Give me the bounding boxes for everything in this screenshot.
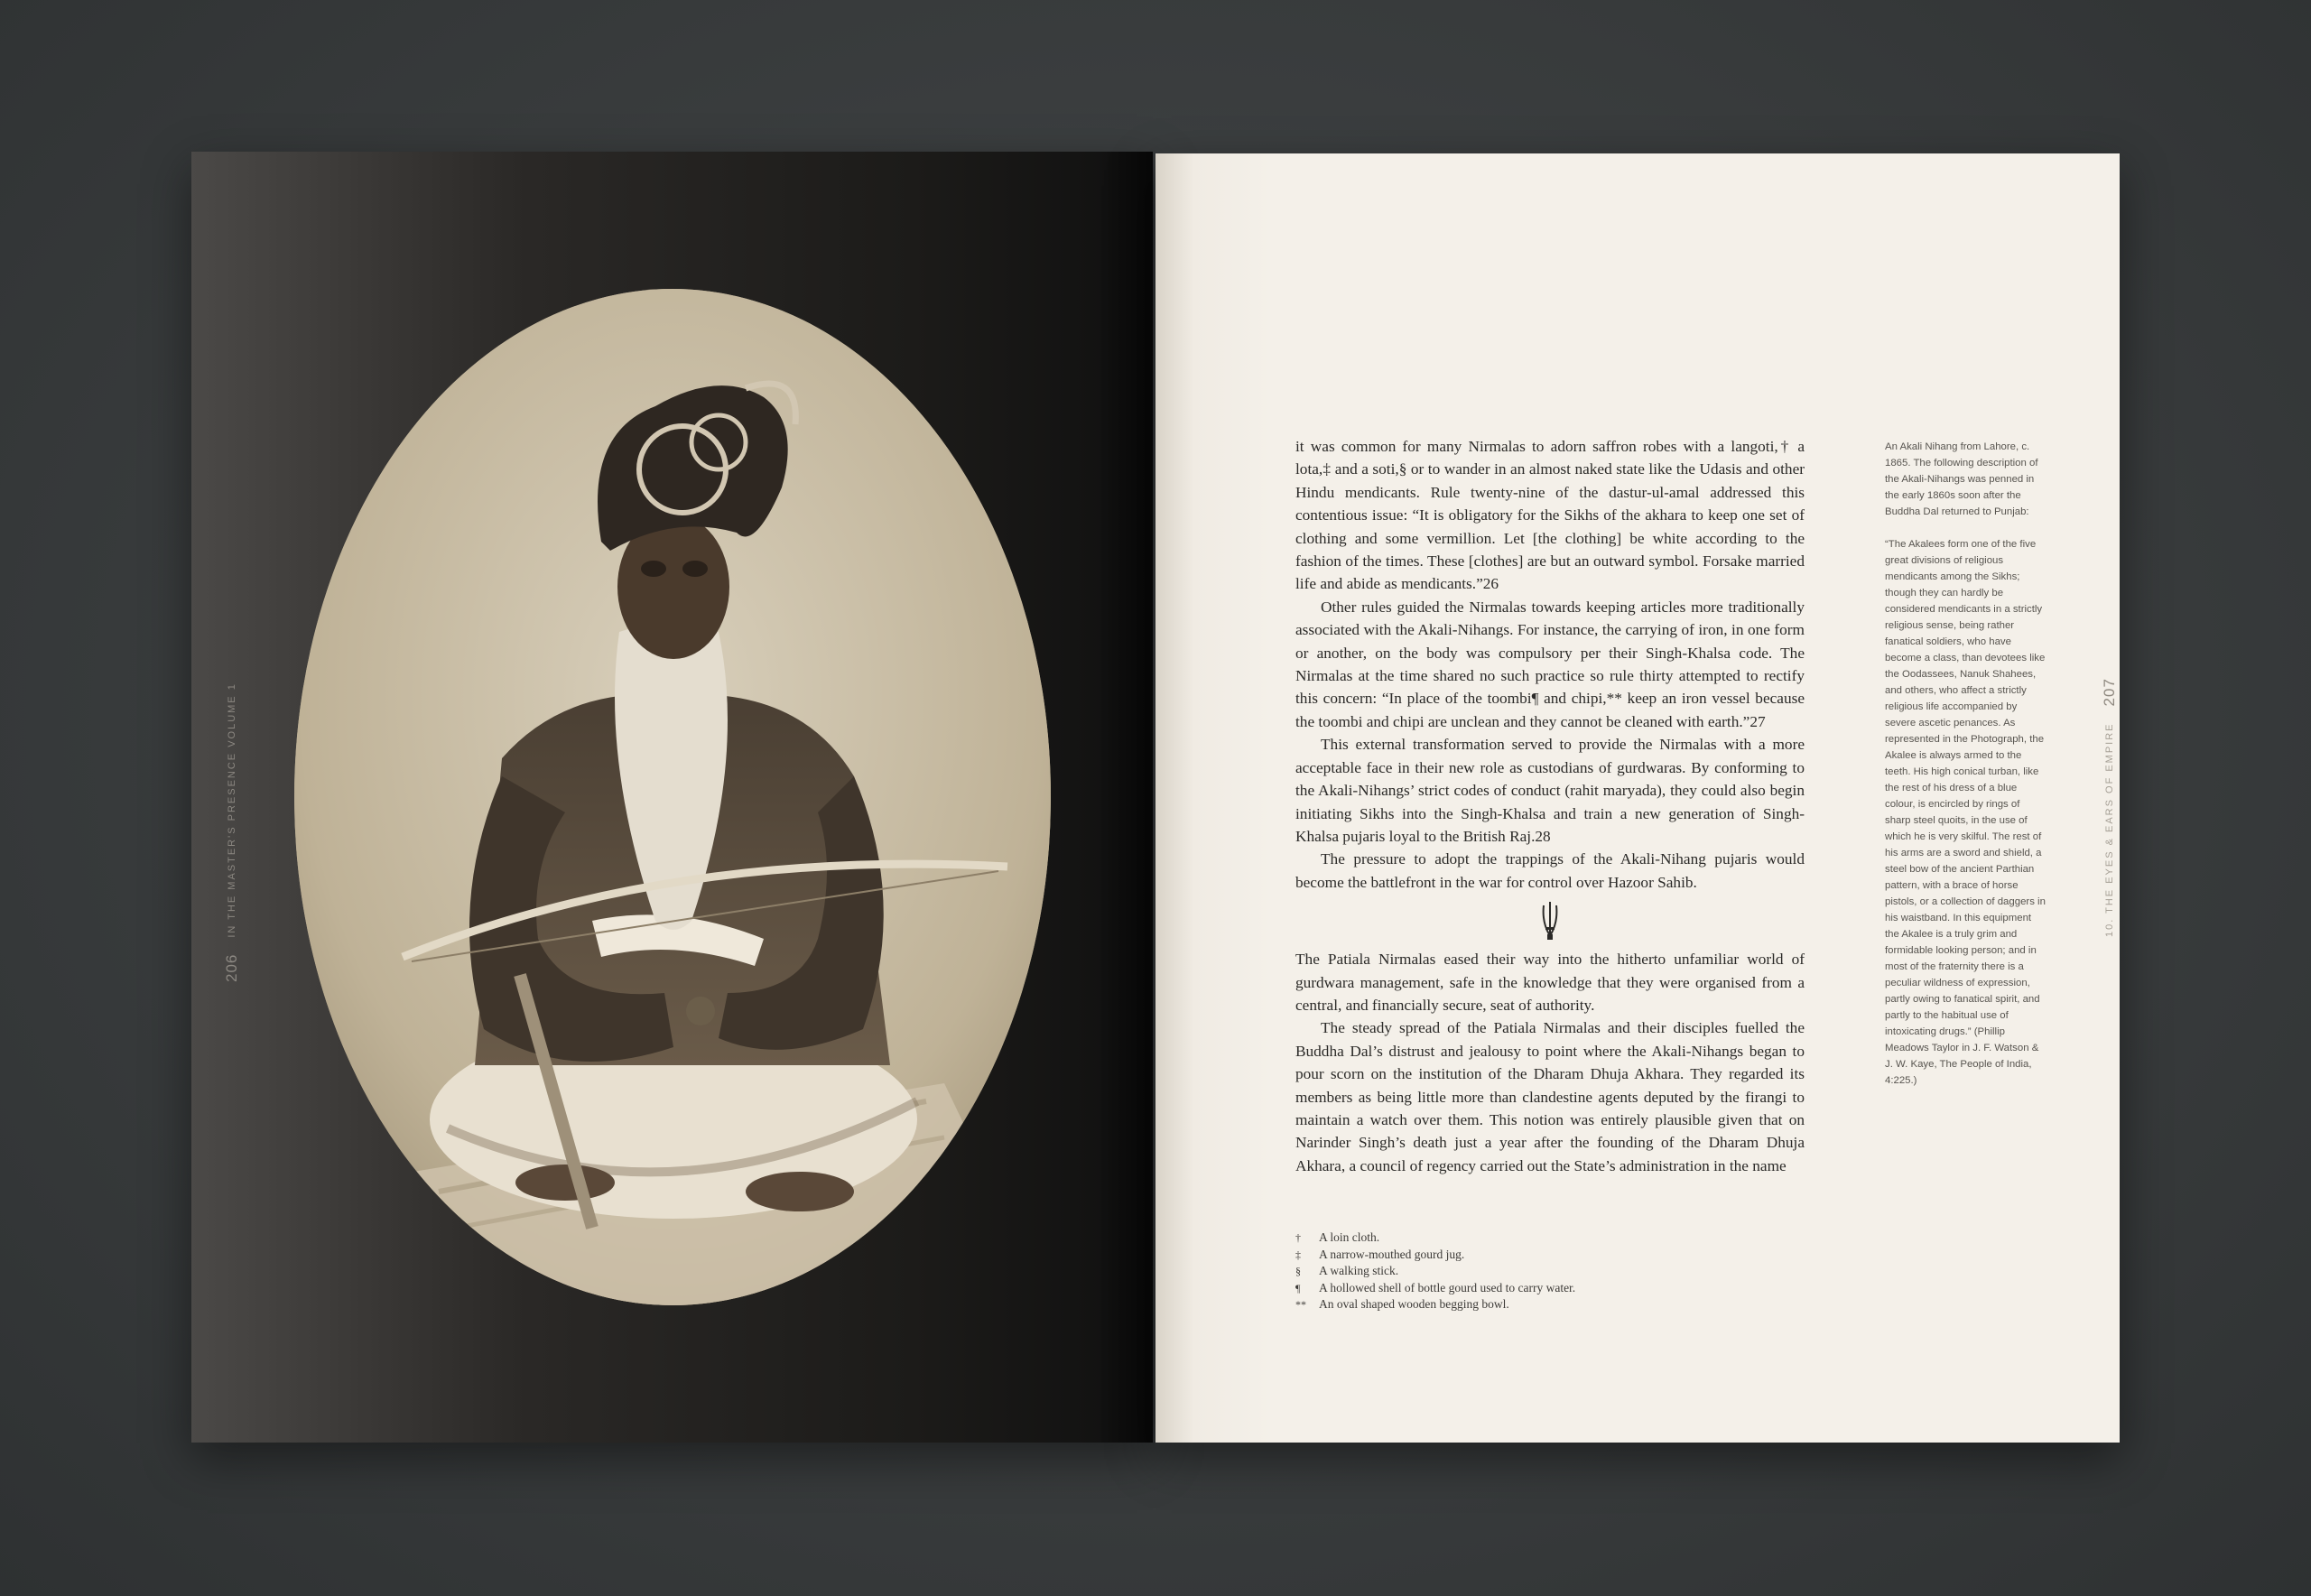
khanda-divider-icon xyxy=(1540,900,1560,942)
right-page xyxy=(1156,153,2120,1443)
gutter-shadow xyxy=(1099,152,1153,1443)
book-spread xyxy=(191,152,2120,1443)
footnote xyxy=(1295,1263,1805,1280)
paragraph: Other rules guided the Nirmalas towards keeping articles more traditionally associated with the Akali-Nihangs. For instance, the carrying of iron, in one form or another, on the body was compulsory per their Singh-Khalsa code. The Nirmalas at the time shared no such practice so rule thirty attempted to rectify this concern: “In place of the toombi¶ and chipi,** keep an iron vessel because the toombi and chipi are unclean and they cannot be cleaned with earth.”27 xyxy=(1295,598,1805,730)
page-number-left: 206 xyxy=(223,953,240,982)
footnote-mark: ‡ xyxy=(1295,1248,1301,1261)
page-number-right: 207 xyxy=(2101,678,2118,707)
footnote-text: A walking stick. xyxy=(1319,1264,1399,1277)
paragraph: This external transformation served to provide the Nirmalas with a more acceptable face in their new role as custodians of gurdwaras. By conforming to the Akali-Nihangs’ strict codes of conduct (rahit maryada), they could also begin initiating Sikhs into the Singh-Khalsa and train a new generation of Singh-Khalsa pujaris loyal to the British Raj.28 xyxy=(1295,736,1805,845)
section-divider xyxy=(1295,894,1805,948)
caption-quote: “The Akalees form one of the five great divisions of religious mendicants among the Sikhs; though they can hardly be considered mendicants in a strictly religious sense, being rather fanatical soldiers, who have become a class, than devotees like the Oodassees, Nanuk Shahees, and others, who affect a strictly religious life accompanied by severe ascetic penances. As represented in the Photograph, the Akalee is always armed to the teeth. His high conical turban, like the rest of his dress of a blue colour, is encircled by rings of sharp steel quoits, in the use of which he is very skilful. The rest of his arms are a sword and shield, a steel bow of the ancient Parthian pattern, with a brace of horse pistols, or a collection of daggers in his waistband. In this equipment the Akalee is a truly grim and formidable looking person; and in most of the fraternity there is a peculiar wildness of expression, partly owing to fanatical spirit, and partly to the habitual use of intoxicating drugs.” (Phillip Meadows Taylor in J. F. Watson & J. W. Kaye, The People of India, 4:225.) xyxy=(1885,539,2046,1086)
paragraph: The steady spread of the Patiala Nirmalas and their disciples fuelled the Buddha Dal’s distrust and jealousy to point where the Akali-Nihangs began to pour scorn on the institution of the Dharam Dhuja Akhara. They regarded its members as being little more than clandestine agents deputed by the firangi to maintain a watch over them. This notion was entirely plausible given that on Narinder Singh’s death just a year after the founding of the Dharam Dhuja Akhara, a council of regency carried out the State’s administration in the name xyxy=(1295,1019,1805,1174)
right-running-head xyxy=(2096,468,2123,937)
left-running-head xyxy=(218,531,246,982)
footnote-mark: † xyxy=(1295,1231,1301,1244)
running-head-left: IN THE MASTER'S PRESENCE VOLUME 1 xyxy=(227,682,237,938)
paragraph: The Patiala Nirmalas eased their way into the hitherto unfamiliar world of gurdwara management, safe in the knowledge that they were organised from a central, and financially secure, seat of authority. xyxy=(1295,951,1805,1014)
footnote-text: A hollowed shell of bottle gourd used to carry water. xyxy=(1319,1280,1576,1294)
body-text xyxy=(1295,435,1805,1177)
footnote xyxy=(1295,1247,1805,1264)
footnote xyxy=(1295,1280,1805,1297)
footnote xyxy=(1295,1229,1805,1247)
footnote-mark: ¶ xyxy=(1295,1281,1301,1294)
footnote-mark: § xyxy=(1295,1265,1301,1277)
portrait-photo xyxy=(294,289,1051,1305)
footnotes xyxy=(1295,1229,1805,1313)
photo-caption-sidenote xyxy=(1885,439,2047,1105)
running-head-right: 10. THE EYES & EARS OF EMPIRE xyxy=(2104,722,2115,937)
left-page xyxy=(191,152,1153,1443)
caption-intro: An Akali Nihang from Lahore, c. 1865. The following description of the Akali-Nihangs was penned in the early 1860s soon after the Buddha Dal returned to Punjab: xyxy=(1885,441,2038,517)
paragraph: The pressure to adopt the trappings of the Akali-Nihang pujaris would become the battlefront in the war for control over Hazoor Sahib. xyxy=(1295,850,1805,891)
footnote-mark: ** xyxy=(1295,1298,1306,1311)
footnote xyxy=(1295,1296,1805,1313)
paragraph: it was common for many Nirmalas to adorn saffron robes with a langoti,† a lota,‡ and a soti,§ or to wander in an almost naked state like the Udasis and other Hindu mendicants. Rule twenty-nine of the dastur-ul-amal addressed this contentious issue: “It is obligatory for the Sikhs of the akhara to keep one set of clothing and some vermillion. Let [the clothing] be white according to the fashion of the times. These [clothes] are but an outward symbol. Forsake married life and abide as mendicants.”26 xyxy=(1295,438,1805,593)
footnote-text: A loin cloth. xyxy=(1319,1230,1380,1244)
portrait-figure-icon xyxy=(294,289,1051,1305)
footnote-text: A narrow-mouthed gourd jug. xyxy=(1319,1247,1465,1261)
footnote-text: An oval shaped wooden begging bowl. xyxy=(1319,1297,1509,1311)
